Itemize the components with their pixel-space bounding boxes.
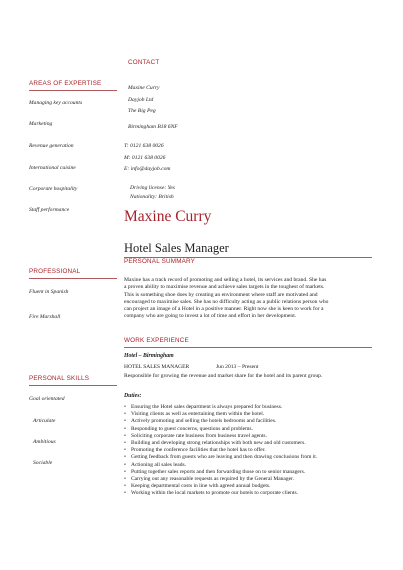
duty-item: • Carrying out any reasonable requests as required by the General Manager. (124, 476, 317, 483)
contact-company: Dayjob Ltd (128, 97, 154, 103)
duty-item: • Promoting the conference facilities that the hotel has to offer. (124, 447, 317, 454)
duties-heading: Duties: (124, 393, 142, 399)
summary-line: company who are going to invest a lot of time and effort in her development. (124, 313, 297, 320)
summary-line: This is something shoe does by creating an environment where staff are motivated and (124, 291, 318, 298)
professional-divider (29, 278, 117, 279)
driving-license: Driving license: Yes (130, 185, 175, 191)
job-dates: Jun 2013 – Present (216, 364, 259, 370)
summary-line: a proven ability to maximise revenue and achieve sales targets in the toughest of markets. (124, 284, 325, 291)
skill-item: Articulate (33, 418, 56, 424)
expertise-item: Managing key accounts (29, 100, 83, 106)
skill-item: Goal orientated (29, 396, 65, 402)
work-divider (124, 347, 372, 348)
areas-of-expertise-heading: AREAS OF EXPERTISE (29, 80, 102, 87)
contact-name: Maxine Curry (128, 85, 160, 91)
personal-skills-heading: PERSONAL SKILLS (29, 375, 90, 382)
summary-line: encouraged to maximise sales. She has no difficulty acting as a public relations person who (124, 298, 329, 305)
duty-item: • Building and developing strong relationships with both new and old customers. (124, 440, 317, 447)
duty-item: • Keeping departmental costs in line with agreed annual budgets. (124, 483, 317, 490)
duty-item: • Actioning all sales leads. (124, 462, 317, 469)
duty-item: • Visiting clients as well as entertaining them within the hotel. (124, 411, 317, 418)
areas-divider (29, 90, 117, 91)
summary-line: can project an image of a Hotel in a positive manner. Right now she is keen to work for a (124, 306, 324, 313)
duty-item: • Ensuring the Hotel sales department is always prepared for business. (124, 404, 317, 411)
professional-item: Fluent in Spanish (29, 289, 69, 295)
expertise-item: Staff performance (29, 207, 70, 213)
summary-line: Maxine has a track record of promoting and selling a hotel, its services and brand. She has (124, 277, 327, 283)
candidate-name: Maxine Curry (124, 208, 212, 225)
skill-item: Ambitious (33, 439, 56, 445)
duties-list (124, 404, 317, 498)
expertise-item: Revenue generation (29, 143, 74, 149)
expertise-item: Marketing (29, 121, 53, 127)
nationality: Nationality: British (130, 194, 174, 200)
duty-item: • Actively promoting and selling the hotels bedrooms and facilities. (124, 418, 317, 425)
skill-item: Sociable (33, 460, 53, 466)
job-role: HOTEL SALES MANAGER (124, 364, 190, 370)
expertise-item: Corporate hospitality (29, 186, 78, 192)
duty-item: • Working within the local markets to promote our hotels to corporate clients. (124, 490, 317, 497)
contact-telephone: T: 0121 638 0026 (124, 143, 164, 149)
contact-email: E: info@dayjob.com (124, 166, 171, 172)
work-experience-heading: WORK EXPERIENCE (124, 337, 189, 344)
duty-item: • Putting together sales reports and then forwarding those on to senior managers. (124, 469, 317, 476)
professional-heading: PROFESSIONAL (29, 268, 81, 275)
contact-city: Birmingham B18 6NF (128, 124, 178, 130)
professional-item: Fire Marshall (29, 314, 61, 320)
job-title: Hotel Sales Manager (124, 241, 229, 255)
duty-item: • Soliciting corporate rate business from business travel agents. (124, 433, 317, 440)
contact-street: The Big Peg (128, 108, 156, 114)
personal-summary-heading: PERSONAL SUMMARY (124, 258, 196, 265)
duty-item: • Responding to guest concerns, questions and problems. (124, 426, 317, 433)
summary-paragraph (124, 277, 328, 321)
skills-divider (29, 385, 117, 386)
job-responsibility: Responsible for growing the revenue and market share for the hotel and its parent group. (124, 373, 323, 379)
duty-item: • Getting feedback from guests who are leaving and then drawing conclusions from it. (124, 454, 317, 461)
employer: Hotel – Birmingham (124, 353, 174, 359)
expertise-item: International cuisine (29, 165, 76, 171)
contact-heading: CONTACT (128, 59, 160, 66)
contact-mobile: M: 0121 638 0026 (124, 155, 166, 161)
